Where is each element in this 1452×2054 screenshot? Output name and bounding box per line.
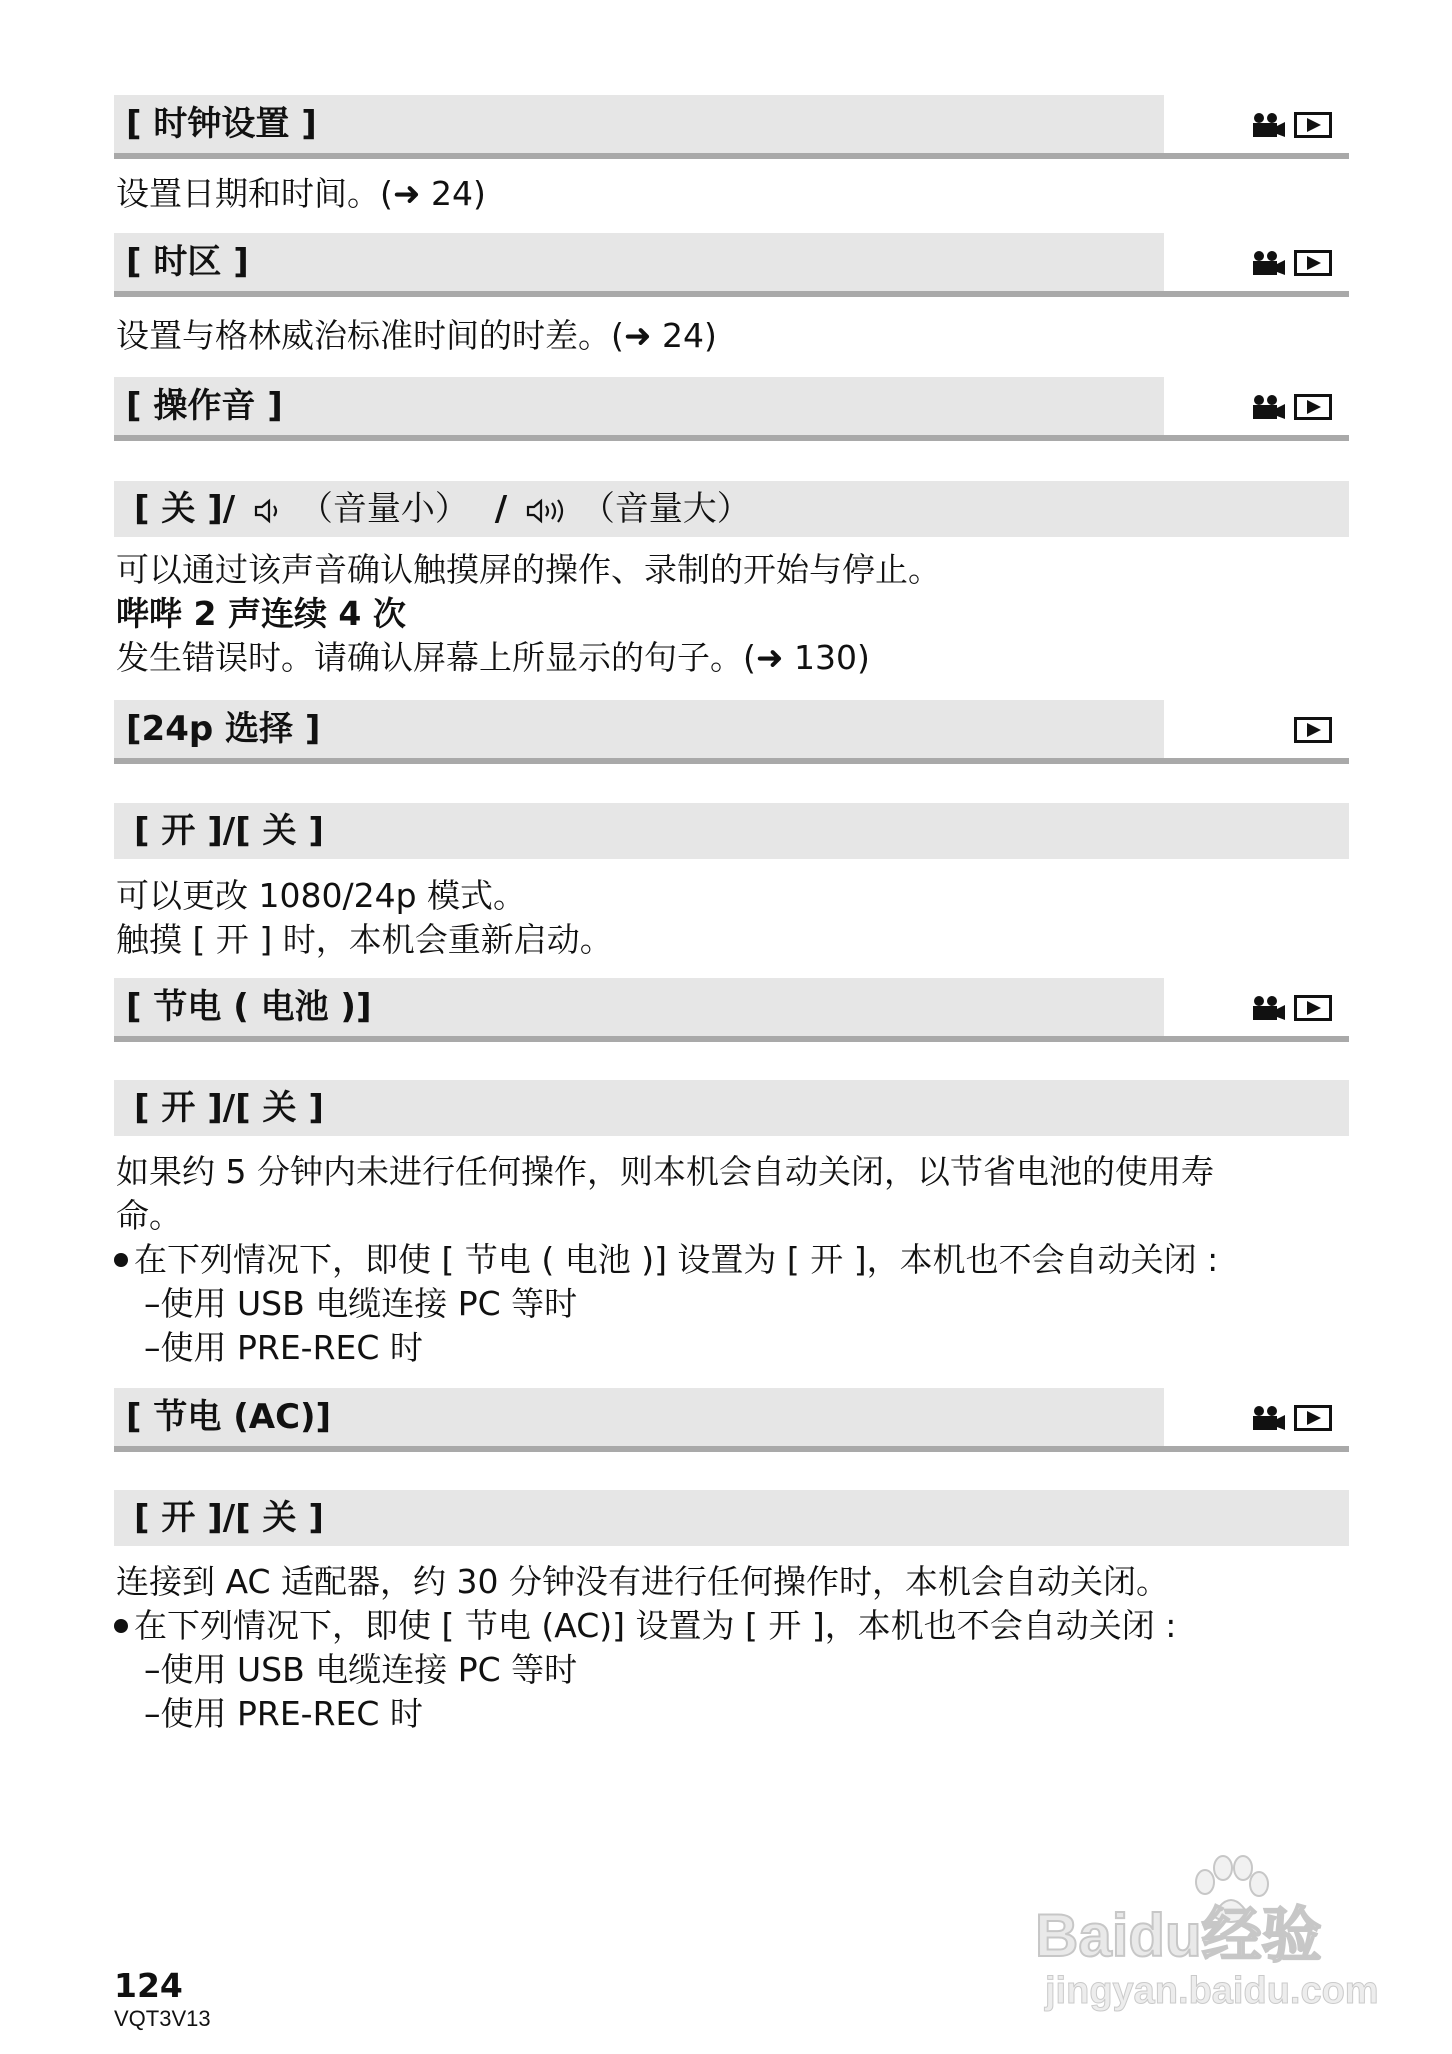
menu-title: [24p 选择 ] (114, 700, 1164, 758)
section-description: 如果约 5 分钟内未进行任何操作，则本机会自动关闭，以节省电池的使用寿 (116, 1152, 1214, 1191)
volume-high-icon (525, 498, 569, 524)
section-description: 触摸 [ 开 ] 时，本机会重新启动。 (116, 920, 613, 959)
page-number: 124 (114, 1966, 183, 2005)
note-sub-item: –使用 USB 电缆连接 PC 等时 (144, 1650, 578, 1689)
mode-icons (1170, 377, 1349, 435)
note-sub-item: –使用 USB 电缆连接 PC 等时 (144, 1284, 578, 1323)
menu-title: [ 节电 ( 电池 )] (114, 978, 1164, 1036)
section-description: 设置日期和时间。(➜ 24) (116, 174, 486, 213)
option-high-label: （音量大） (580, 489, 751, 529)
bullet-dot (114, 1619, 128, 1633)
volume-low-icon (253, 498, 287, 524)
menu-title: [ 时钟设置 ] (114, 95, 1164, 153)
playback-mode-icon (1294, 394, 1332, 420)
option-off: [ 关 ]/ (134, 489, 236, 529)
model-code: VQT3V13 (114, 2006, 211, 2031)
menu-title: [ 操作音 ] (114, 377, 1164, 435)
playback-mode-icon (1294, 250, 1332, 276)
section-description: 设置与格林威治标准时间的时差。(➜ 24) (116, 316, 717, 355)
movie-mode-icon (1250, 1405, 1286, 1431)
playback-mode-icon (1294, 995, 1332, 1021)
mode-icons (1170, 233, 1349, 291)
option-values-bar: [ 开 ]/[ 关 ] (114, 1080, 1349, 1136)
option-values-bar: [ 开 ]/[ 关 ] (114, 1490, 1349, 1546)
bullet-text: 在下列情况下，即使 [ 节电 (AC)] 设置为 [ 开 ]，本机也不会自动关闭 : (134, 1606, 1177, 1645)
menu-title: [ 节电 (AC)] (114, 1388, 1164, 1446)
watermark-brand: Baidu经验 (1035, 1902, 1322, 1969)
mode-icons (1170, 1388, 1349, 1446)
menu-header-operation-sound (114, 377, 1349, 441)
note-bullet (114, 1238, 1218, 1282)
baidu-watermark (1035, 1850, 1395, 2030)
option-low-label: （音量小） (298, 489, 469, 529)
note-sub-item: –使用 PRE-REC 时 (144, 1694, 423, 1733)
option-separator: / (494, 489, 508, 529)
playback-mode-icon (1294, 717, 1332, 743)
section-description: 发生错误时。请确认屏幕上所显示的句子。(➜ 130) (116, 638, 870, 677)
section-description: 命。 (116, 1196, 182, 1235)
menu-header-time-zone (114, 233, 1349, 297)
movie-mode-icon (1250, 250, 1286, 276)
note-sub-item: –使用 PRE-REC 时 (144, 1328, 423, 1367)
section-description: 可以更改 1080/24p 模式。 (116, 876, 527, 915)
mode-icons (1170, 700, 1349, 758)
mode-icons (1170, 978, 1349, 1036)
menu-header-power-save-ac (114, 1388, 1349, 1452)
playback-mode-icon (1294, 1405, 1332, 1431)
bullet-text: 在下列情况下，即使 [ 节电 ( 电池 )] 设置为 [ 开 ]，本机也不会自动关闭 : (134, 1240, 1219, 1279)
section-description: 可以通过该声音确认触摸屏的操作、录制的开始与停止。 (116, 550, 941, 589)
movie-mode-icon (1250, 112, 1286, 138)
movie-mode-icon (1250, 995, 1286, 1021)
note-bullet (114, 1604, 1176, 1648)
mode-icons (1170, 95, 1349, 153)
menu-title: [ 时区 ] (114, 233, 1164, 291)
playback-mode-icon (1294, 112, 1332, 138)
section-description: 连接到 AC 适配器，约 30 分钟没有进行任何操作时，本机会自动关闭。 (116, 1562, 1169, 1601)
option-values-bar (114, 481, 1349, 537)
menu-header-power-save-battery (114, 978, 1349, 1042)
menu-header-24p-select (114, 700, 1349, 764)
option-values-bar: [ 开 ]/[ 关 ] (114, 803, 1349, 859)
bullet-dot (114, 1253, 128, 1267)
movie-mode-icon (1250, 394, 1286, 420)
menu-header-clock-set (114, 95, 1349, 159)
beep-pattern: 哔哔 2 声连续 4 次 (116, 594, 406, 633)
watermark-url: jingyan.baidu.com (1045, 1970, 1379, 2012)
